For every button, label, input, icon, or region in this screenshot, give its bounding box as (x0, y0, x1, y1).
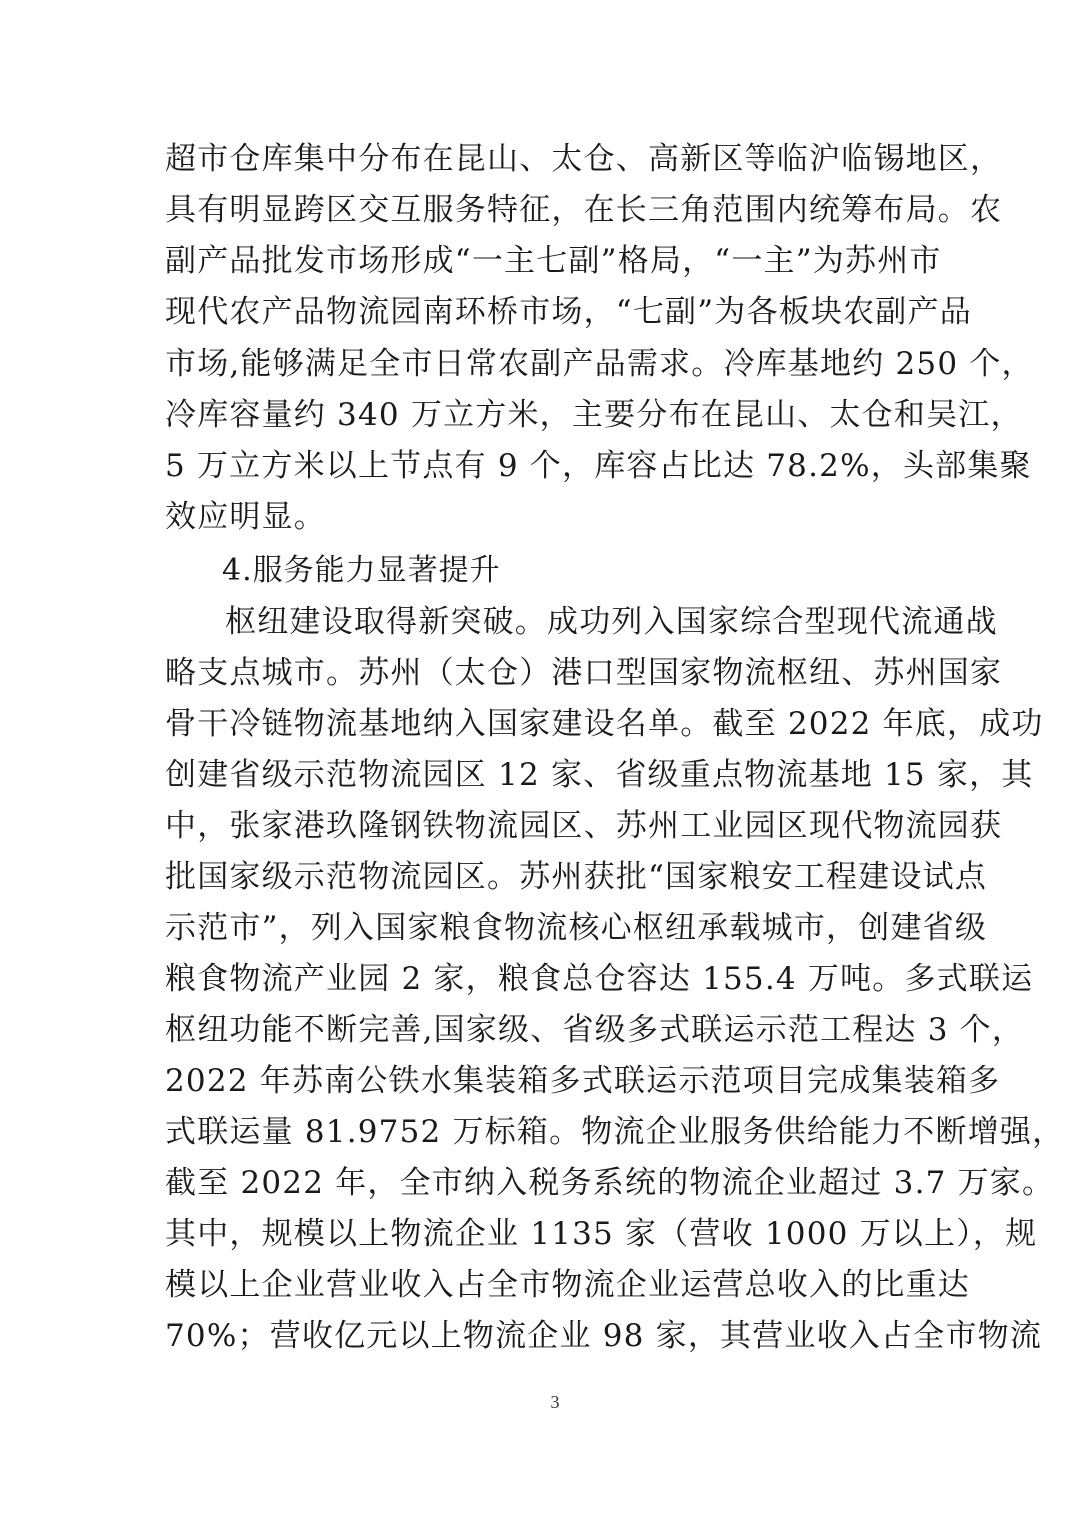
text-line: 5 万立方米以上节点有 9 个，库容占比达 78.2%，头部集聚 (165, 448, 1032, 484)
text-line: 模以上企业营业收入占全市物流企业运营总收入的比重达 (165, 1267, 970, 1303)
text-line: 枢纽建设取得新突破。成功列入国家综合型现代流通战 (225, 604, 998, 640)
text-line: 70%；营收亿元以上物流企业 98 家，其营业收入占全市物流 (165, 1318, 1043, 1354)
text-line: 市场,能够满足全市日常农副产品需求。冷库基地约 250 个， (165, 346, 1034, 382)
text-line: 式联运量 81.9752 万标箱。物流企业服务供给能力不断增强， (165, 1114, 1065, 1150)
text-line: 现代农产品物流园南环桥市场，“七副”为各板块农副产品 (165, 294, 972, 330)
text-line: 副产品批发市场形成“一主七副”格局，“一主”为苏州市 (165, 243, 942, 279)
text-line: 略支点城市。苏州（太仓）港口型国家物流枢纽、苏州国家 (165, 655, 1003, 691)
section-heading: 4.服务能力显著提升 (222, 553, 501, 588)
text-line: 截至 2022 年，全市纳入税务系统的物流企业超过 3.7 万家。 (165, 1165, 1055, 1201)
text-line: 中，张家港玖隆钢铁物流园区、苏州工业园区现代物流园获 (165, 808, 1003, 844)
text-line: 批国家级示范物流园区。苏州获批“国家粮安工程建设试点 (165, 859, 988, 895)
text-line: 创建省级示范物流园区 12 家、省级重点物流基地 15 家，其 (165, 757, 1034, 793)
text-line: 粮食物流产业园 2 家，粮食总仓容达 155.4 万吨。多式联运 (165, 961, 1034, 997)
text-line: 冷库容量约 340 万立方米，主要分布在昆山、太仓和吴江， (165, 397, 1023, 433)
text-line: 其中，规模以上物流企业 1135 家（营收 1000 万以上），规 (165, 1216, 1038, 1252)
page-number: 3 (550, 1392, 560, 1412)
text-line: 2022 年苏南公铁水集装箱多式联运示范项目完成集装箱多 (165, 1063, 1001, 1099)
text-line: 效应明显。 (165, 499, 326, 535)
text-line: 骨干冷链物流基地纳入国家建设名单。截至 2022 年底，成功 (165, 706, 1044, 742)
text-line: 示范市”，列入国家粮食物流核心枢纽承载城市，创建省级 (165, 910, 988, 946)
text-line: 枢纽功能不断完善,国家级、省级多式联运示范工程达 3 个， (165, 1012, 1025, 1048)
text-line: 超市仓库集中分布在昆山、太仓、高新区等临沪临锡地区， (165, 141, 1003, 177)
text-line: 具有明显跨区交互服务特征，在长三角范围内统筹布局。农 (165, 192, 1003, 228)
